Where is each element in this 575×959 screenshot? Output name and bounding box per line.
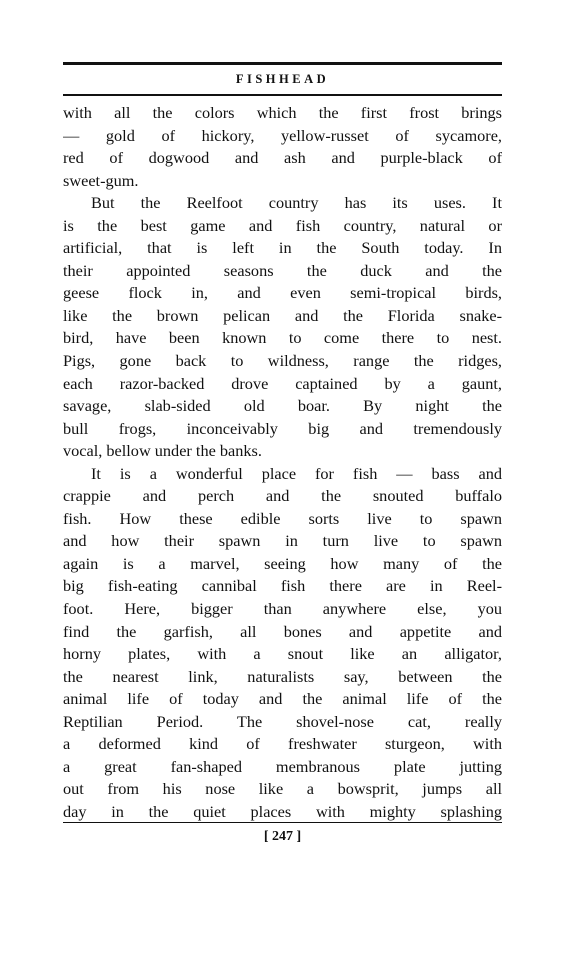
text-line: red of dogwood and ash and purple-black of bbox=[63, 148, 502, 168]
text-line: — gold of hickory, yellow-russet of sycamore, bbox=[63, 125, 502, 145]
text-line: find the garfish, all bones and appetite and bbox=[63, 621, 502, 641]
text-line: each razor-backed drove captained by a gaunt, bbox=[63, 373, 502, 393]
page-number: [ 247 ] bbox=[263, 829, 302, 844]
text-line: a deformed kind of freshwater sturgeon, with bbox=[63, 734, 502, 754]
text-line: But the Reelfoot country has its uses. It bbox=[91, 193, 502, 213]
book-page bbox=[63, 62, 502, 845]
text-line: a great fan-shaped membranous plate jutting bbox=[63, 756, 502, 776]
text-line: animal life of today and the animal life of the bbox=[63, 689, 502, 709]
text-line: geese flock in, and even semi-tropical birds, bbox=[63, 283, 502, 303]
text-line: out from his nose like a bowsprit, jumps all bbox=[63, 779, 502, 799]
text-line: foot. Here, bigger than anywhere else, you bbox=[63, 599, 502, 619]
text-line: savage, slab-sided old boar. By night the bbox=[63, 396, 502, 416]
text-line: big fish-eating cannibal fish there are in Reel- bbox=[63, 576, 502, 596]
text-line: Reptilian Period. The shovel-nose cat, really bbox=[63, 711, 502, 731]
text-line: with all the colors which the first frost brings bbox=[63, 103, 502, 122]
text-line: crappie and perch and the snouted buffalo bbox=[63, 486, 502, 506]
text-line: It is a wonderful place for fish — bass and bbox=[91, 463, 502, 483]
text-line: the nearest link, naturalists say, between the bbox=[63, 666, 502, 686]
text-line: and how their spawn in turn live to spawn bbox=[63, 531, 502, 551]
text-line: bull frogs, inconceivably big and tremendously bbox=[63, 418, 502, 438]
text-line: is the best game and fish country, natural or bbox=[63, 215, 502, 235]
text-line: day in the quiet places with mighty splashing bbox=[63, 801, 502, 821]
text-line: bird, have been known to come there to nest. bbox=[63, 328, 502, 348]
text-line: vocal, bellow under the banks. bbox=[63, 441, 262, 461]
text-line: like the brown pelican and the Florida snake- bbox=[63, 305, 502, 325]
text-line: sweet-gum. bbox=[63, 170, 139, 190]
text-line: artificial, that is left in the South today. In bbox=[63, 238, 502, 258]
text-line: Pigs, gone back to wildness, range the ridges, bbox=[63, 351, 502, 371]
header-rule bbox=[63, 94, 502, 96]
text-line: horny plates, with a snout like an alligator, bbox=[63, 644, 502, 664]
text-line: again is a marvel, seeing how many of the bbox=[63, 553, 502, 573]
running-head: FISHHEAD bbox=[235, 72, 330, 86]
top-rule bbox=[63, 62, 502, 65]
text-line: fish. How these edible sorts live to spawn bbox=[63, 508, 502, 528]
body-text bbox=[63, 102, 502, 824]
text-line: their appointed seasons the duck and the bbox=[63, 260, 502, 280]
